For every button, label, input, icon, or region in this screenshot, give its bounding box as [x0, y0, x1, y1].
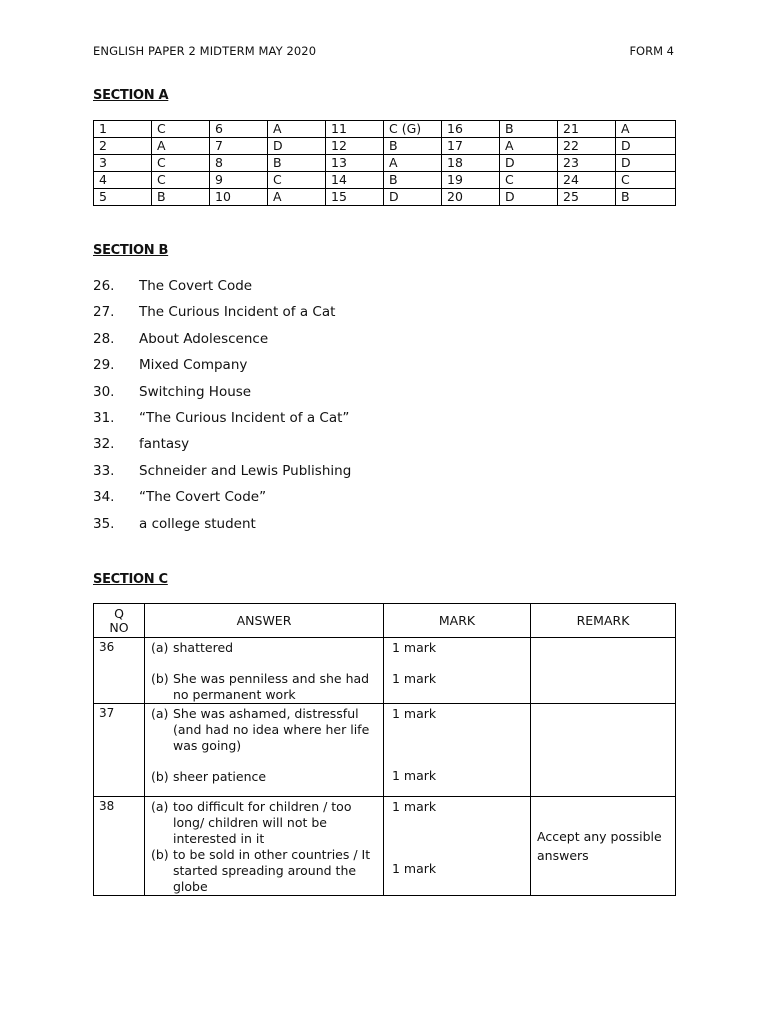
item-answer: The Curious Incident of a Cat: [139, 304, 336, 321]
answer-letter-cell: D: [616, 138, 676, 155]
table-header-row: [94, 604, 676, 638]
answer-letter-cell: B: [616, 189, 676, 206]
item-number: 33.: [93, 462, 115, 479]
item-number: 32.: [93, 436, 115, 453]
question-number-cell: 7: [210, 138, 268, 155]
item-number: 27.: [93, 304, 115, 321]
table-row: [94, 704, 676, 797]
section-c-title: SECTION C: [93, 572, 168, 587]
question-number-cell: 1: [94, 121, 152, 138]
mark-a: 1 mark: [392, 706, 437, 721]
remark-cell: [531, 638, 676, 704]
question-number-cell: 9: [210, 172, 268, 189]
answer-letter-cell: D: [500, 189, 558, 206]
answer-letter-cell: C: [152, 121, 210, 138]
answer-letter-cell: A: [616, 121, 676, 138]
answer-letter-cell: C: [268, 172, 326, 189]
answer-letter-cell: D: [384, 189, 442, 206]
answer-part-b: [151, 671, 377, 703]
question-number-cell: 6: [210, 121, 268, 138]
list-item: [93, 515, 351, 541]
answer-part-b: [151, 847, 377, 895]
question-number: 38: [94, 797, 145, 896]
part-text: shattered: [173, 640, 234, 655]
remark-header: REMARK: [531, 604, 676, 638]
question-number-cell: 8: [210, 155, 268, 172]
question-number-cell: 2: [94, 138, 152, 155]
qno-header-line2: NO: [109, 619, 129, 635]
answer-part-a: [151, 706, 377, 754]
mark-b: 1 mark: [392, 768, 437, 783]
mark-b: 1 mark: [392, 671, 437, 686]
item-answer: Schneider and Lewis Publishing: [139, 462, 352, 479]
question-number-cell: 19: [442, 172, 500, 189]
part-text: to be sold in other countries / It started spreading around the globe: [173, 847, 371, 894]
question-number-cell: 18: [442, 155, 500, 172]
mark-header: MARK: [384, 604, 531, 638]
mark-cell: [384, 704, 531, 797]
table-row: [94, 189, 676, 206]
answer-header: ANSWER: [145, 604, 384, 638]
answer-letter-cell: C: [500, 172, 558, 189]
item-number: 30.: [93, 383, 115, 400]
table-row: [94, 172, 676, 189]
form-label: FORM 4: [629, 44, 674, 58]
answer-letter-cell: A: [384, 155, 442, 172]
section-c-answer-table: [93, 603, 676, 896]
mark-a: 1 mark: [392, 799, 437, 814]
part-text: She was penniless and she had no permanent work: [173, 671, 370, 702]
mark-a: 1 mark: [392, 640, 437, 655]
section-b-title: SECTION B: [93, 243, 169, 258]
answer-letter-cell: C (G): [384, 121, 442, 138]
item-number: 29.: [93, 357, 115, 374]
item-answer: fantasy: [139, 436, 190, 453]
section-b-answer-list: [93, 277, 351, 541]
question-number-cell: 24: [558, 172, 616, 189]
item-answer: “The Covert Code”: [139, 489, 267, 506]
question-number-cell: 14: [326, 172, 384, 189]
part-text: She was ashamed, distressful (and had no idea where her life was going): [173, 706, 370, 753]
item-answer: a college student: [139, 515, 256, 532]
question-number-cell: 10: [210, 189, 268, 206]
answer-letter-cell: B: [152, 189, 210, 206]
answer-letter-cell: A: [152, 138, 210, 155]
answer-letter-cell: D: [500, 155, 558, 172]
answer-letter-cell: A: [500, 138, 558, 155]
section-a-title: SECTION A: [93, 88, 169, 103]
answer-letter-cell: B: [384, 138, 442, 155]
list-item: [93, 435, 351, 461]
answer-letter-cell: D: [616, 155, 676, 172]
list-item: [93, 330, 351, 356]
answer-cell: [145, 704, 384, 797]
answer-letter-cell: B: [268, 155, 326, 172]
list-item: [93, 356, 351, 382]
question-number-cell: 15: [326, 189, 384, 206]
question-number-cell: 25: [558, 189, 616, 206]
mark-cell: [384, 638, 531, 704]
answer-letter-cell: A: [268, 189, 326, 206]
table-row: [94, 121, 676, 138]
part-text: sheer patience: [173, 769, 267, 784]
item-answer: About Adolescence: [139, 330, 269, 347]
question-number-cell: 3: [94, 155, 152, 172]
part-label: (b): [151, 671, 169, 686]
question-number-cell: 17: [442, 138, 500, 155]
part-text: too difficult for children / too long/ children will not be interested in it: [173, 799, 352, 846]
question-number-cell: 22: [558, 138, 616, 155]
question-number-cell: 11: [326, 121, 384, 138]
question-number-cell: 12: [326, 138, 384, 155]
answer-letter-cell: B: [384, 172, 442, 189]
mark-cell: [384, 797, 531, 896]
item-number: 26.: [93, 278, 115, 294]
part-label: (a): [151, 799, 169, 814]
question-number-cell: 4: [94, 172, 152, 189]
answer-letter-cell: C: [616, 172, 676, 189]
paper-title: ENGLISH PAPER 2 MIDTERM MAY 2020: [93, 44, 317, 58]
item-answer: Mixed Company: [139, 357, 248, 374]
item-number: 28.: [93, 330, 115, 347]
list-item: [93, 488, 351, 514]
question-number-cell: 16: [442, 121, 500, 138]
section-a-answer-table: [93, 120, 676, 206]
qno-header: [94, 604, 145, 638]
item-number: 35.: [93, 515, 115, 532]
answer-letter-cell: A: [268, 121, 326, 138]
question-number-cell: 23: [558, 155, 616, 172]
answer-part-a: [151, 799, 377, 847]
list-item: [93, 409, 351, 435]
item-answer: “The Curious Incident of a Cat”: [139, 409, 350, 426]
part-label: (b): [151, 769, 169, 784]
question-number: 36: [94, 638, 145, 704]
list-item: [93, 277, 351, 303]
table-row: [94, 138, 676, 155]
question-number-cell: 21: [558, 121, 616, 138]
remark-cell: Accept any possible answers: [531, 797, 676, 896]
part-label: (a): [151, 706, 169, 721]
qno-header-line1: Q: [114, 605, 124, 621]
answer-letter-cell: B: [500, 121, 558, 138]
item-answer: The Covert Code: [139, 278, 253, 294]
answer-letter-cell: C: [152, 155, 210, 172]
table-row: [94, 797, 676, 896]
answer-cell: [145, 638, 384, 704]
item-number: 34.: [93, 489, 115, 506]
list-item: [93, 303, 351, 329]
table-row: [94, 638, 676, 704]
list-item: [93, 462, 351, 488]
mark-b: 1 mark: [392, 861, 437, 876]
answer-cell: [145, 797, 384, 896]
question-number-cell: 5: [94, 189, 152, 206]
list-item: [93, 383, 351, 409]
question-number-cell: 20: [442, 189, 500, 206]
answer-letter-cell: C: [152, 172, 210, 189]
answer-part-a: [151, 640, 377, 656]
remark-cell: [531, 704, 676, 797]
item-answer: Switching House: [139, 383, 252, 400]
table-row: [94, 155, 676, 172]
answer-letter-cell: D: [268, 138, 326, 155]
question-number-cell: 13: [326, 155, 384, 172]
answer-part-b: [151, 769, 377, 785]
part-label: (a): [151, 640, 169, 655]
part-label: (b): [151, 847, 169, 862]
question-number: 37: [94, 704, 145, 797]
item-number: 31.: [93, 409, 115, 426]
